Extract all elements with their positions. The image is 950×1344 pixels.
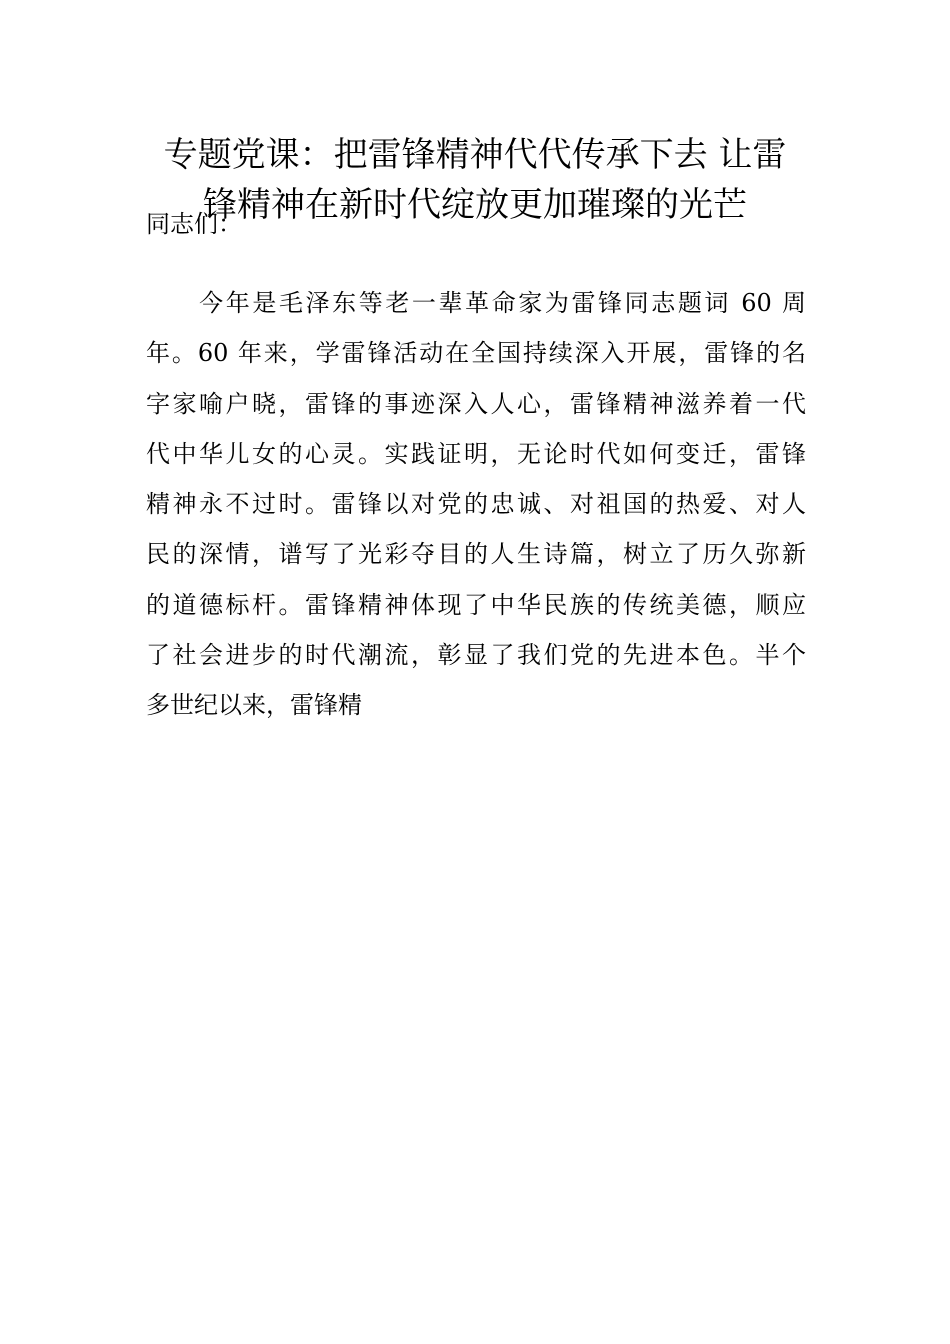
paragraph-line: 多世纪以来，雷锋精: [146, 691, 362, 720]
title-line-2: 锋精神在新时代绽放更加璀璨的光芒: [203, 185, 747, 225]
paragraph-line: 民的深情，谱写了光彩夺目的人生诗篇，树立了历久弥新: [146, 540, 806, 569]
paragraph-line: 的道德标杆。雷锋精神体现了中华民族的传统美德，顺应: [146, 590, 806, 619]
body-paragraph: [146, 283, 806, 736]
paragraph-line: 精神永不过时。雷锋以对党的忠诚、对祖国的热爱、对人: [146, 490, 806, 519]
paragraph-line: 今年是毛泽东等老一辈革命家为雷锋同志题词 60 周: [146, 289, 806, 317]
salutation: 同志们：: [146, 210, 242, 238]
paragraph-line: 代中华儿女的心灵。实践证明，无论时代如何变迁，雷锋: [146, 439, 806, 468]
paragraph-line: 了社会进步的时代潮流，彰显了我们党的先进本色。半个: [146, 641, 806, 670]
paragraph-line: 年。60 年来，学雷锋活动在全国持续深入开展，雷锋的名: [146, 339, 806, 368]
paragraph-line: 字家喻户晓，雷锋的事迹深入人心，雷锋精神滋养着一代: [146, 389, 806, 418]
title-line-1: 专题党课：把雷锋精神代代传承下去 让雷: [163, 135, 787, 175]
